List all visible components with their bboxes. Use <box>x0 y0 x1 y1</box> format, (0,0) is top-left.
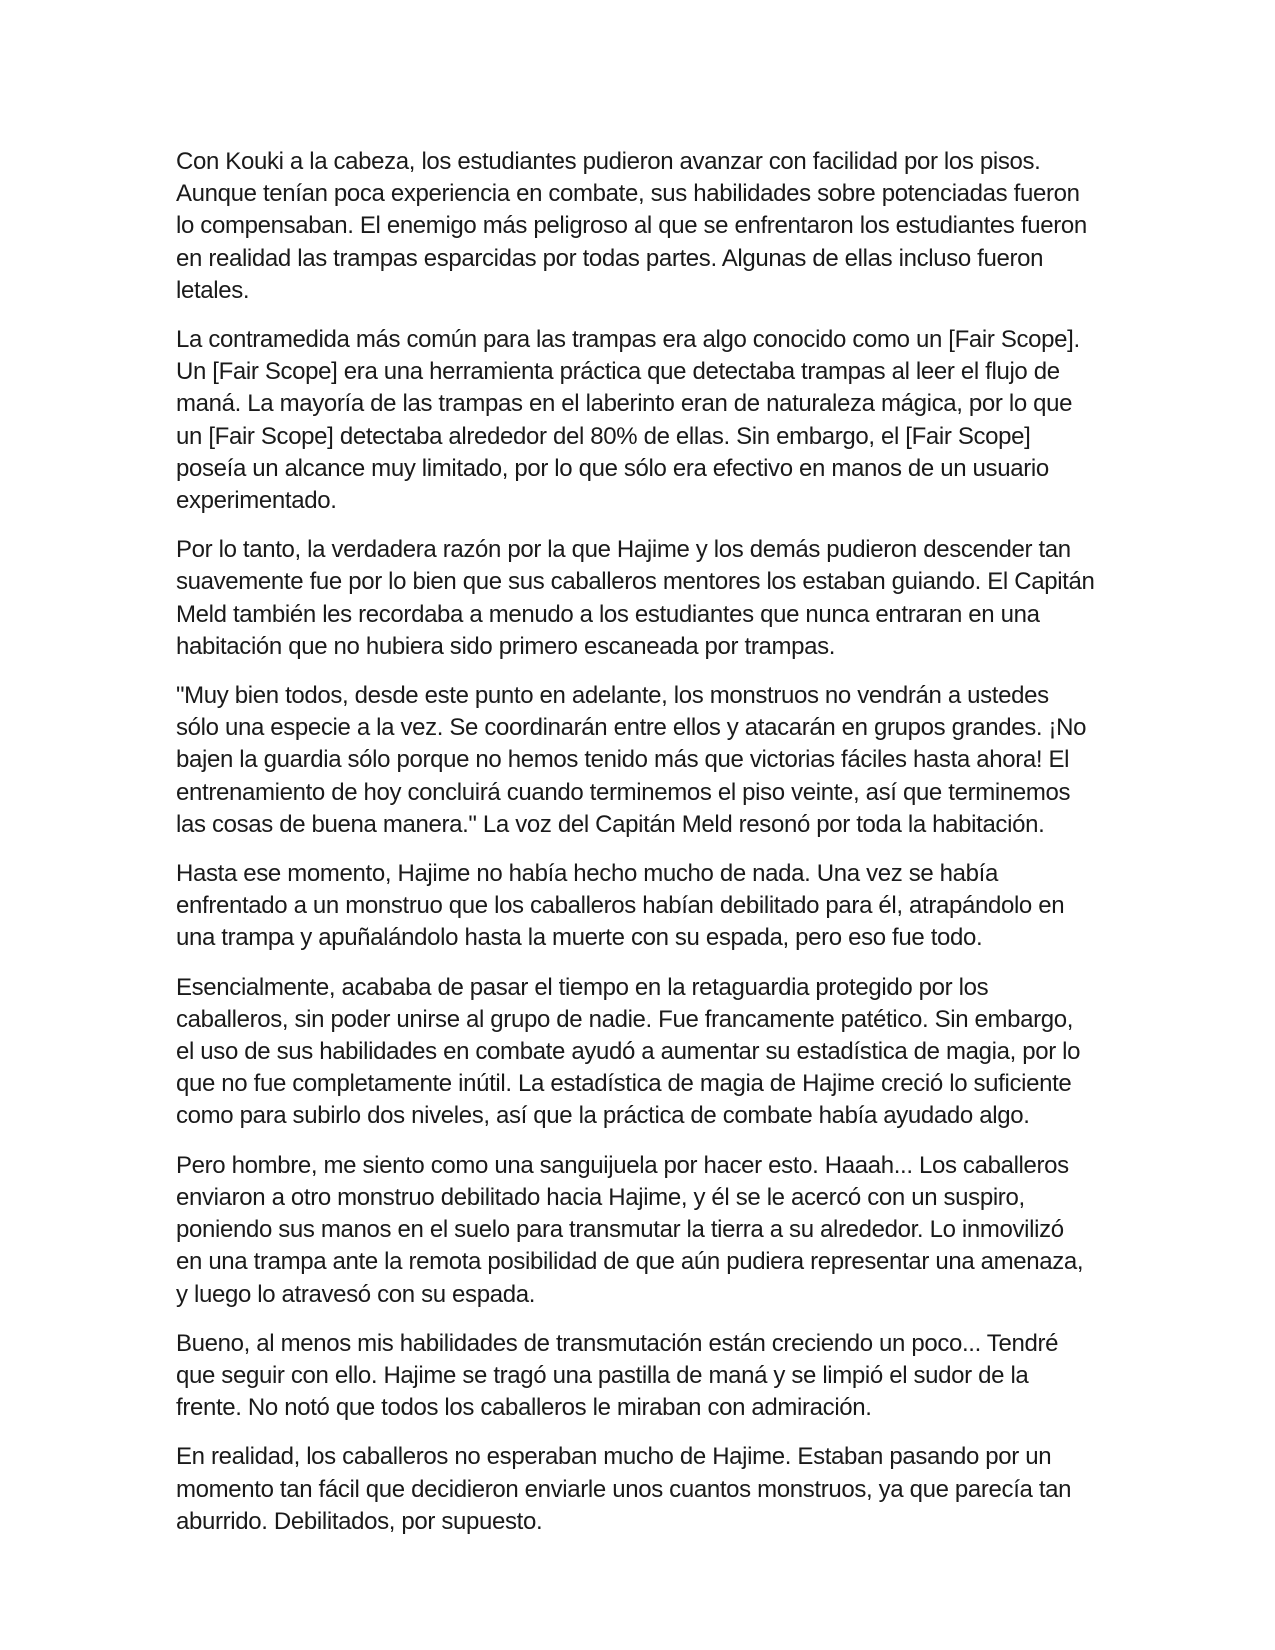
paragraph: Esencialmente, acababa de pasar el tiempo en la retaguardia protegido por los caballeros, sin poder unirse al grupo de nadie. Fue francamente patético. Sin embargo, el uso de sus habilidades en combate ayudó a aumentar su estadística de magia, por lo que no fue completamente inútil. La estadística de magia de Hajime creció lo suficiente como para subirlo dos niveles, así que la práctica de combate había ayudado algo. <box>176 973 1081 1130</box>
paragraph: La contramedida más común para las trampas era algo conocido como un [Fair Scope]. Un [Fair Scope] era una herramienta práctica que detectaba trampas al leer el flujo de maná. La mayoría de las trampas en el laberinto eran de naturaleza mágica, por lo que un [Fair Scope] detectaba alrededor del 80% de ellas. Sin embargo, el [Fair Scope] poseía un alcance muy limitado, por lo que sólo era efectivo en manos de un usuario experimentado. <box>176 326 1080 515</box>
paragraph: Pero hombre, me siento como una sanguijuela por hacer esto. Haaah... Los caballeros enviaron a otro monstruo debilitado hacia Hajime, y él se le acercó con un suspiro, poniendo sus manos en el suelo para transmutar la tierra a su alrededor. Lo inmovilizó en una trampa ante la remota posibilidad de que aún pudiera representar una amenaza, y luego lo atravesó con su espada. <box>176 1151 1084 1308</box>
paragraph: "Muy bien todos, desde este punto en adelante, los monstruos no vendrán a ustedes sólo una especie a la vez. Se coordinarán entre ellos y atacarán en grupos grandes. ¡No bajen la guardia sólo porque no hemos tenido más que victorias fáciles hasta ahora! El entrenamiento de hoy concluirá cuando terminemos el piso veinte, así que terminemos las cosas de buena manera." La voz del Capitán Meld resonó por toda la habitación. <box>176 682 1087 838</box>
paragraph: Hasta ese momento, Hajime no había hecho mucho de nada. Una vez se había enfrentado a un monstruo que los caballeros habían debilitado para él, atrapándolo en una trampa y apuñalándolo hasta la muerte con su espada, pero eso fue todo. <box>176 860 1065 952</box>
paragraph: Por lo tanto, la verdadera razón por la que Hajime y los demás pudieron descender tan suavemente fue por lo bien que sus caballeros mentores los estaban guiando. El Capitán Meld también les recordaba a menudo a los estudiantes que nunca entraran en una habitación que no hubiera sido primero escaneada por trampas. <box>176 536 1095 660</box>
paragraph: Bueno, al menos mis habilidades de transmutación están creciendo un poco... Tendré que seguir con ello. Hajime se tragó una pastilla de maná y se limpió el sudor de la frente. No notó que todos los caballeros le miraban con admiración. <box>176 1329 1059 1422</box>
document-page <box>176 146 1096 1538</box>
paragraph: Con Kouki a la cabeza, los estudiantes pudieron avanzar con facilidad por los pisos. Aunque tenían poca experiencia en combate, sus habilidades sobre potenciadas fueron lo compensaban. El enemigo más peligroso al que se enfrentaron los estudiantes fueron en realidad las trampas esparcidas por todas partes. Algunas de ellas incluso fueron letales. <box>176 148 1087 304</box>
paragraph: En realidad, los caballeros no esperaban mucho de Hajime. Estaban pasando por un momento tan fácil que decidieron enviarle unos cuantos monstruos, ya que parecía tan aburrido. Debilitados, por supuesto. <box>176 1443 1072 1535</box>
